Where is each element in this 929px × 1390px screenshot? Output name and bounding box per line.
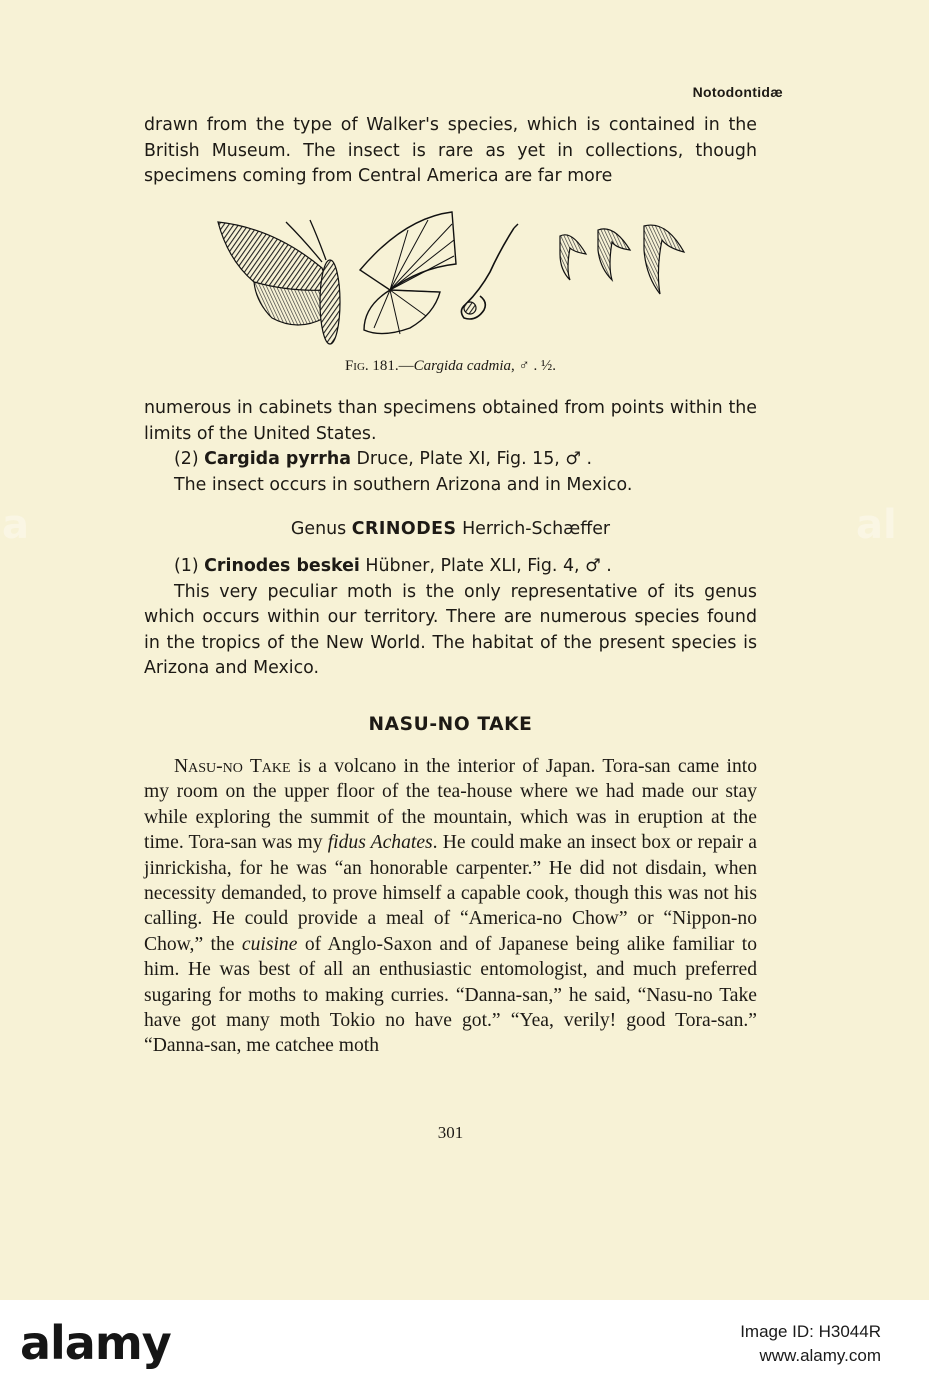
essay-body	[144, 754, 757, 1059]
crinodes-section	[144, 554, 757, 682]
moth-figure	[214, 210, 694, 358]
moth-illustration	[214, 210, 694, 358]
paragraph-cabinets-text: numerous in cabinets than specimens obtained from points within the limits of the United States.	[144, 398, 757, 444]
claspers-diagram	[560, 225, 684, 294]
watermark: a	[2, 502, 29, 548]
running-head: Notodontidæ	[692, 84, 783, 100]
cargida-note: The insect occurs in southern Arizona and in Mexico.	[174, 474, 633, 495]
stock-footer	[0, 1300, 929, 1390]
entry-reference: Hübner, Plate XLI, Fig. 4, ♂ .	[359, 556, 612, 576]
species-name: Crinodes beskei	[204, 556, 360, 576]
entry-cargida-pyrrha	[144, 447, 757, 473]
watermark: al	[856, 502, 897, 548]
genitalia-diagram	[461, 224, 518, 319]
caption-species: Cargida cadmia	[413, 358, 512, 374]
entry-number: (2)	[174, 449, 205, 470]
caption-rest: , ♂ . ½.	[511, 358, 557, 374]
genus-prefix: Genus	[290, 519, 352, 539]
essay-lead: Nasu-no Take	[174, 756, 291, 777]
page-number: 301	[437, 1123, 464, 1142]
paragraph-walker	[144, 113, 757, 190]
figure-caption	[144, 358, 757, 375]
image-id: Image ID: H3044R	[740, 1322, 881, 1341]
entry-crinodes-beskei	[144, 554, 757, 580]
caption-fig-number: Fig. 181.	[344, 358, 399, 374]
species-name: Cargida pyrrha	[204, 449, 351, 470]
image-id-block	[740, 1320, 881, 1368]
entry-number: (1)	[174, 556, 205, 576]
essay-text-3: of Anglo-Saxon and of Japanese being alike familiar to him. He was best of all an enthusiastic entomologist, and much preferred sugaring for moths to making curries. “Danna-san,” he said, “Nasu-no Take have got many moth Tokio no have got.” “Yea, verily! good Tora-san.” “Danna-san, me catchee moth	[144, 933, 757, 1057]
genus-name: CRINODES	[351, 519, 457, 539]
alamy-logo[interactable]: alamy	[20, 1316, 171, 1370]
essay-text-1: is a volcano in the interior of Japan. Tora-san came into my room on the upper floor of the tea-house where we had made our stay while exploring the summit of the mountain, which was in eruption at the time. Tora-san was my	[144, 756, 757, 854]
caption-dash: —	[398, 358, 414, 374]
essay-text-2: . He could make an insect box or repair a jinrickisha, for he was “an honorable carpenter.” He did not disdain, when necessity demanded, to prove himself a capable cook, though this was not his calling. He could provide a meal of “America-no Chow” or “Nippon-no Chow,” the	[144, 832, 757, 955]
essay-paragraph	[144, 754, 757, 1059]
entry-reference: Druce, Plate XI, Fig. 15, ♂ .	[350, 449, 592, 470]
site-url[interactable]: www.alamy.com	[759, 1346, 881, 1365]
genus-author: Herrich-Schæffer	[456, 519, 611, 539]
wing-venation-diagram	[360, 212, 456, 334]
essay-italic-fidus: fidus Achates	[327, 832, 433, 854]
crinodes-paragraph: This very peculiar moth is the only representative of its genus which occurs within our territory. There are numerous species found in the tropics of the New World. The habitat of the present species is Arizona and Mexico.	[144, 581, 757, 679]
paragraph-cabinets	[144, 396, 757, 498]
paragraph-walker-text: drawn from the type of Walker's species, which is contained in the British Museum. The insect is rare as yet in collections, though specimens coming from Central America are far more	[144, 115, 757, 187]
section-heading: NASU-NO TAKE	[368, 714, 533, 735]
moth-left-forewing	[218, 222, 330, 291]
essay-italic-cuisine: cuisine	[241, 933, 298, 955]
genus-heading	[144, 519, 757, 539]
